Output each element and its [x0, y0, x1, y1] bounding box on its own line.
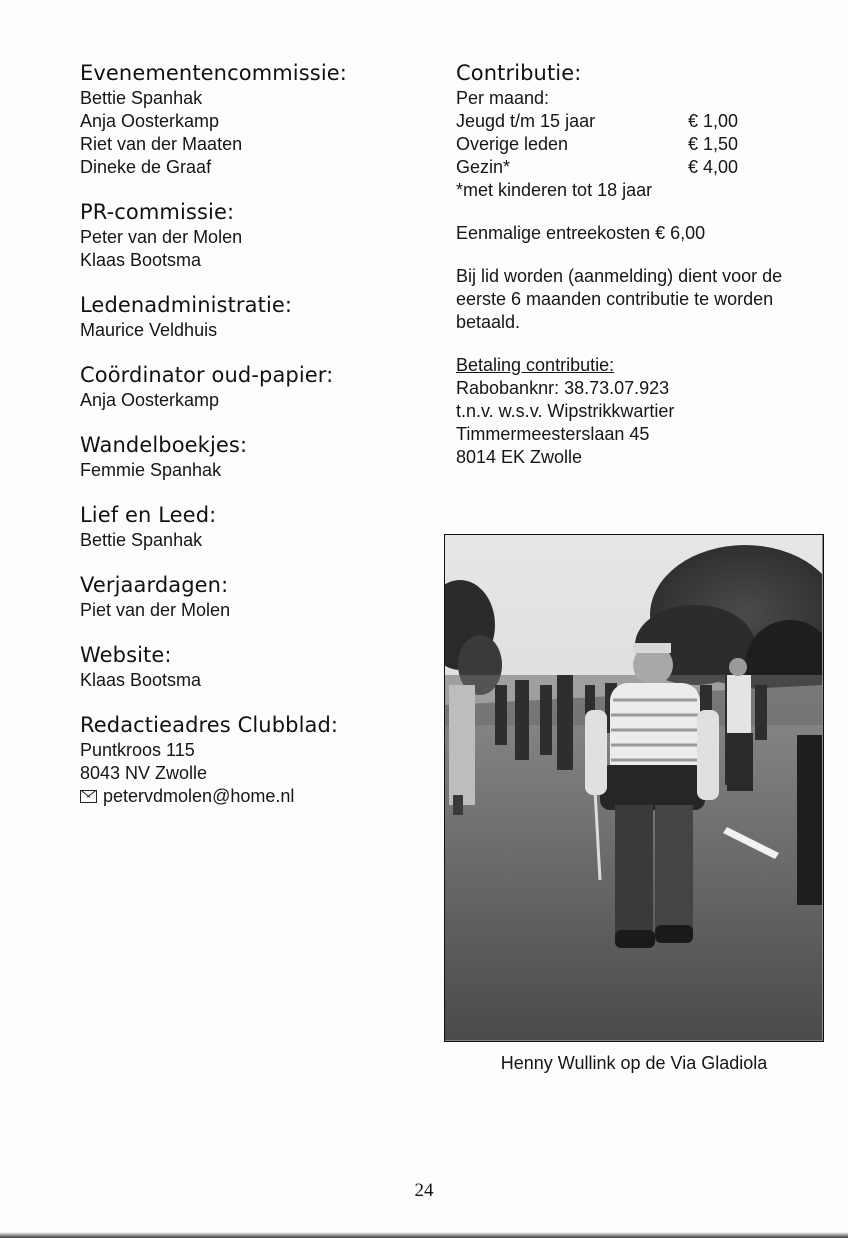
member-name: Dineke de Graaf — [80, 157, 212, 177]
section-heading: Ledenadministratie: — [80, 293, 293, 317]
section-redactieadres — [80, 712, 420, 808]
section-heading: Verjaardagen: — [80, 573, 229, 597]
per-maand-label: Per maand: — [456, 88, 550, 108]
member-name: Klaas Bootsma — [80, 250, 202, 270]
fee-row — [456, 110, 748, 133]
section-coordinator-oud-papier — [80, 362, 420, 412]
section-ledenadministratie — [80, 292, 420, 342]
fee-row — [456, 133, 748, 156]
right-column — [456, 60, 816, 469]
section-pr-commissie — [80, 199, 420, 272]
member-name: Anja Oosterkamp — [80, 390, 220, 410]
account-holder: t.n.v. w.s.v. Wipstrikkwartier — [456, 401, 675, 421]
walker-photo — [444, 534, 824, 1042]
section-heading: PR-commissie: — [80, 200, 235, 224]
address-city: 8043 NV Zwolle — [80, 763, 208, 783]
left-column — [80, 60, 420, 828]
fee-label: Overige leden — [456, 134, 569, 154]
section-heading: Redactieadres Clubblad: — [80, 713, 339, 737]
member-name: Maurice Veldhuis — [80, 320, 218, 340]
fee-label: Gezin* — [456, 157, 511, 177]
member-name: Bettie Spanhak — [80, 530, 203, 550]
section-heading: Contributie: — [456, 61, 582, 85]
betaling-street: Timmermeesterslaan 45 — [456, 424, 650, 444]
member-name: Piet van der Molen — [80, 600, 231, 620]
section-evenementencommissie — [80, 60, 420, 179]
page-edge — [0, 1232, 848, 1238]
member-name: Peter van der Molen — [80, 227, 243, 247]
betaling-heading: Betaling contributie: — [456, 355, 615, 375]
entree-costs: Eenmalige entreekosten € 6,00 — [456, 223, 706, 243]
betaling-city: 8014 EK Zwolle — [456, 447, 583, 467]
member-name: Anja Oosterkamp — [80, 111, 220, 131]
section-heading: Coördinator oud-papier: — [80, 363, 334, 387]
fee-amount: € 4,00 — [688, 157, 739, 177]
section-lief-en-leed — [80, 502, 420, 552]
section-heading: Website: — [80, 643, 172, 667]
fee-row — [456, 156, 748, 179]
section-contributie — [456, 60, 816, 202]
email-address[interactable]: petervdmolen@home.nl — [103, 786, 295, 806]
page-number: 24 — [414, 1180, 434, 1201]
section-heading: Lief en Leed: — [80, 503, 217, 527]
section-verjaardagen — [80, 572, 420, 622]
email-line — [80, 785, 420, 808]
section-website — [80, 642, 420, 692]
fee-amount: € 1,00 — [688, 111, 739, 131]
address-street: Puntkroos 115 — [80, 740, 195, 760]
walker-photo-illustration — [445, 535, 822, 1040]
fee-footnote: *met kinderen tot 18 jaar — [456, 180, 653, 200]
section-heading: Evenementencommissie: — [80, 61, 347, 85]
photo-caption: Henny Wullink op de Via Gladiola — [500, 1053, 768, 1073]
section-heading: Wandelboekjes: — [80, 433, 248, 457]
fee-label: Jeugd t/m 15 jaar — [456, 111, 596, 131]
member-name: Klaas Bootsma — [80, 670, 202, 690]
member-name: Bettie Spanhak — [80, 88, 203, 108]
member-name: Femmie Spanhak — [80, 460, 222, 480]
envelope-icon — [80, 790, 97, 803]
section-betaling — [456, 354, 816, 469]
section-wandelboekjes — [80, 432, 420, 482]
aanmelding-text: Bij lid worden (aanmelding) dient voor de eerste 6 maanden contributie te worden betaald. — [456, 266, 783, 332]
member-name: Riet van der Maaten — [80, 134, 243, 154]
bank-number: Rabobanknr: 38.73.07.923 — [456, 378, 670, 398]
fee-amount: € 1,50 — [688, 134, 739, 154]
